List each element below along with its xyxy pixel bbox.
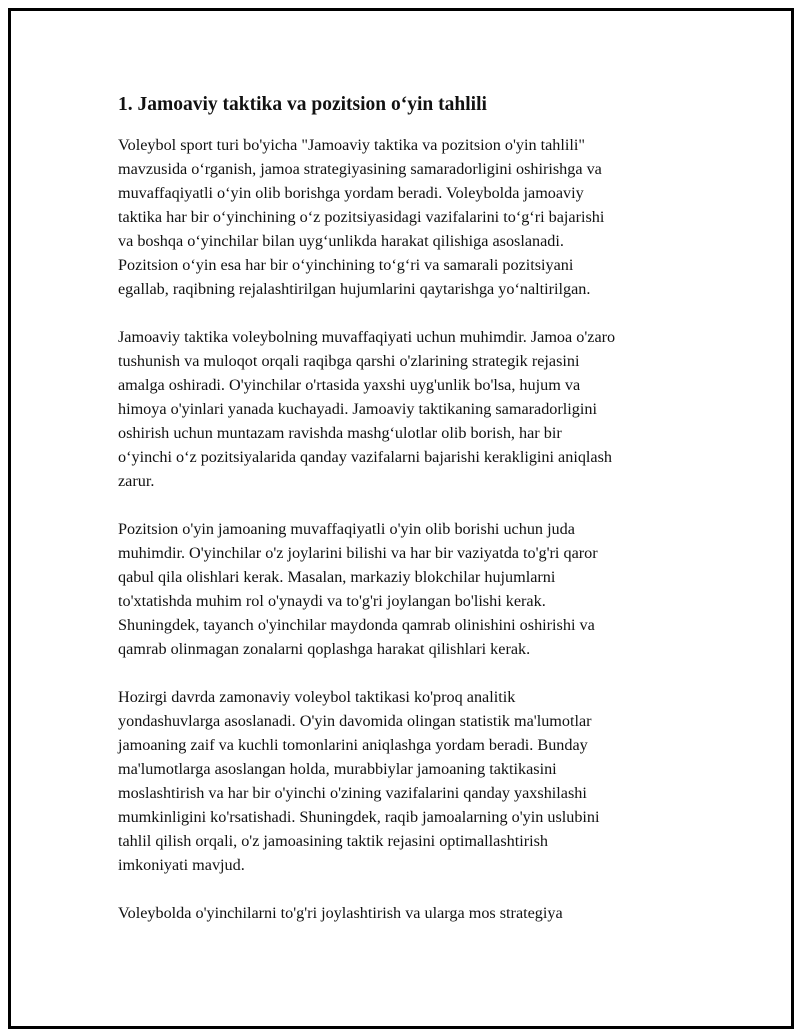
- paragraph-line: tahlil qilish orqali, o'z jamoasining taktik rejasini optimallashtirish: [118, 832, 549, 850]
- paragraph-line: moslashtirish va har bir o'yinchi o'zining vazifalarini qanday yaxshilashi: [118, 784, 587, 802]
- paragraph-line: Voleybol sport turi bo'yicha "Jamoaviy taktika va pozitsion o'yin tahlili": [118, 136, 585, 154]
- paragraph-line: muhimdir. O'yinchilar o'z joylarini bilishi va har bir vaziyatda to'g'ri qaror: [118, 544, 598, 562]
- paragraph-line: himoya o'yinlari yanada kuchayadi. Jamoaviy taktikaning samaradorligini: [118, 400, 597, 418]
- paragraph-line: taktika har bir o‘yinchining o‘z pozitsiyasidagi vazifalarini to‘g‘ri bajarishi: [118, 208, 605, 226]
- paragraph-line: imkoniyati mavjud.: [118, 856, 245, 874]
- paragraph-line: Voleybolda o'yinchilarni to'g'ri joylashtirish va ularga mos strategiya: [118, 904, 563, 922]
- paragraph-list: [118, 133, 690, 925]
- paragraph-line: mavzusida o‘rganish, jamoa strategiyasining samaradorligini oshirishga va: [118, 160, 602, 178]
- paragraph-line: o‘yinchi o‘z pozitsiyalarida qanday vazifalarni bajarishi kerakligini aniqlash: [118, 448, 612, 466]
- paragraph-line: Jamoaviy taktika voleybolning muvaffaqiyati uchun muhimdir. Jamoa o'zaro: [118, 328, 616, 346]
- paragraph-line: yondashuvlarga asoslanadi. O'yin davomida olingan statistik ma'lumotlar: [118, 712, 592, 730]
- section-heading: 1. Jamoaviy taktika va pozitsion o‘yin tahlili: [118, 94, 487, 115]
- paragraph-line: Pozitsion o'yin jamoaning muvaffaqiyatli o'yin olib borishi uchun juda: [118, 520, 575, 538]
- paragraph-line: Hozirgi davrda zamonaviy voleybol taktikasi ko'proq analitik: [118, 688, 516, 706]
- paragraph-4: [118, 685, 690, 877]
- paragraph-line: ma'lumotlarga asoslangan holda, murabbiylar jamoaning taktikasini: [118, 760, 557, 778]
- paragraph-line: Pozitsion o‘yin esa har bir o‘yinchining to‘g‘ri va samarali pozitsiyani: [118, 256, 574, 274]
- document-body: [118, 92, 690, 949]
- paragraph-line: qabul qila olishlari kerak. Masalan, markaziy blokchilar hujumlarni: [118, 568, 556, 586]
- paragraph-line: zarur.: [118, 472, 155, 490]
- paragraph-line: muvaffaqiyatli o‘yin olib borishga yordam beradi. Voleybolda jamoaviy: [118, 184, 584, 202]
- paragraph-line: tushunish va muloqot orqali raqibga qarshi o'zlarining strategik rejasini: [118, 352, 580, 370]
- paragraph-line: amalga oshiradi. O'yinchilar o'rtasida yaxshi uyg'unlik bo'lsa, hujum va: [118, 376, 581, 394]
- paragraph-line: jamoaning zaif va kuchli tomonlarini aniqlashga yordam beradi. Bunday: [118, 736, 588, 754]
- paragraph-2: [118, 325, 690, 493]
- paragraph-line: va boshqa o‘yinchilar bilan uyg‘unlikda harakat qilishiga asoslanadi.: [118, 232, 564, 250]
- paragraph-line: to'xtatishda muhim rol o'ynaydi va to'g'ri joylangan bo'lishi kerak.: [118, 592, 546, 610]
- paragraph-line: oshirish uchun muntazam ravishda mashg‘ulotlar olib borish, har bir: [118, 424, 562, 442]
- paragraph-line: qamrab olinmagan zonalarni qoplashga harakat qilishlari kerak.: [118, 640, 531, 658]
- paragraph-line: mumkinligini ko'rsatishadi. Shuningdek, raqib jamoalarning o'yin uslubini: [118, 808, 600, 826]
- paragraph-5: [118, 901, 690, 925]
- paragraph-line: Shuningdek, tayanch o'yinchilar maydonda qamrab olinishini oshirishi va: [118, 616, 595, 634]
- paragraph-3: [118, 517, 690, 661]
- paragraph-1: [118, 133, 690, 301]
- paragraph-line: egallab, raqibning rejalashtirilgan hujumlarini qaytarishga yo‘naltirilgan.: [118, 280, 591, 298]
